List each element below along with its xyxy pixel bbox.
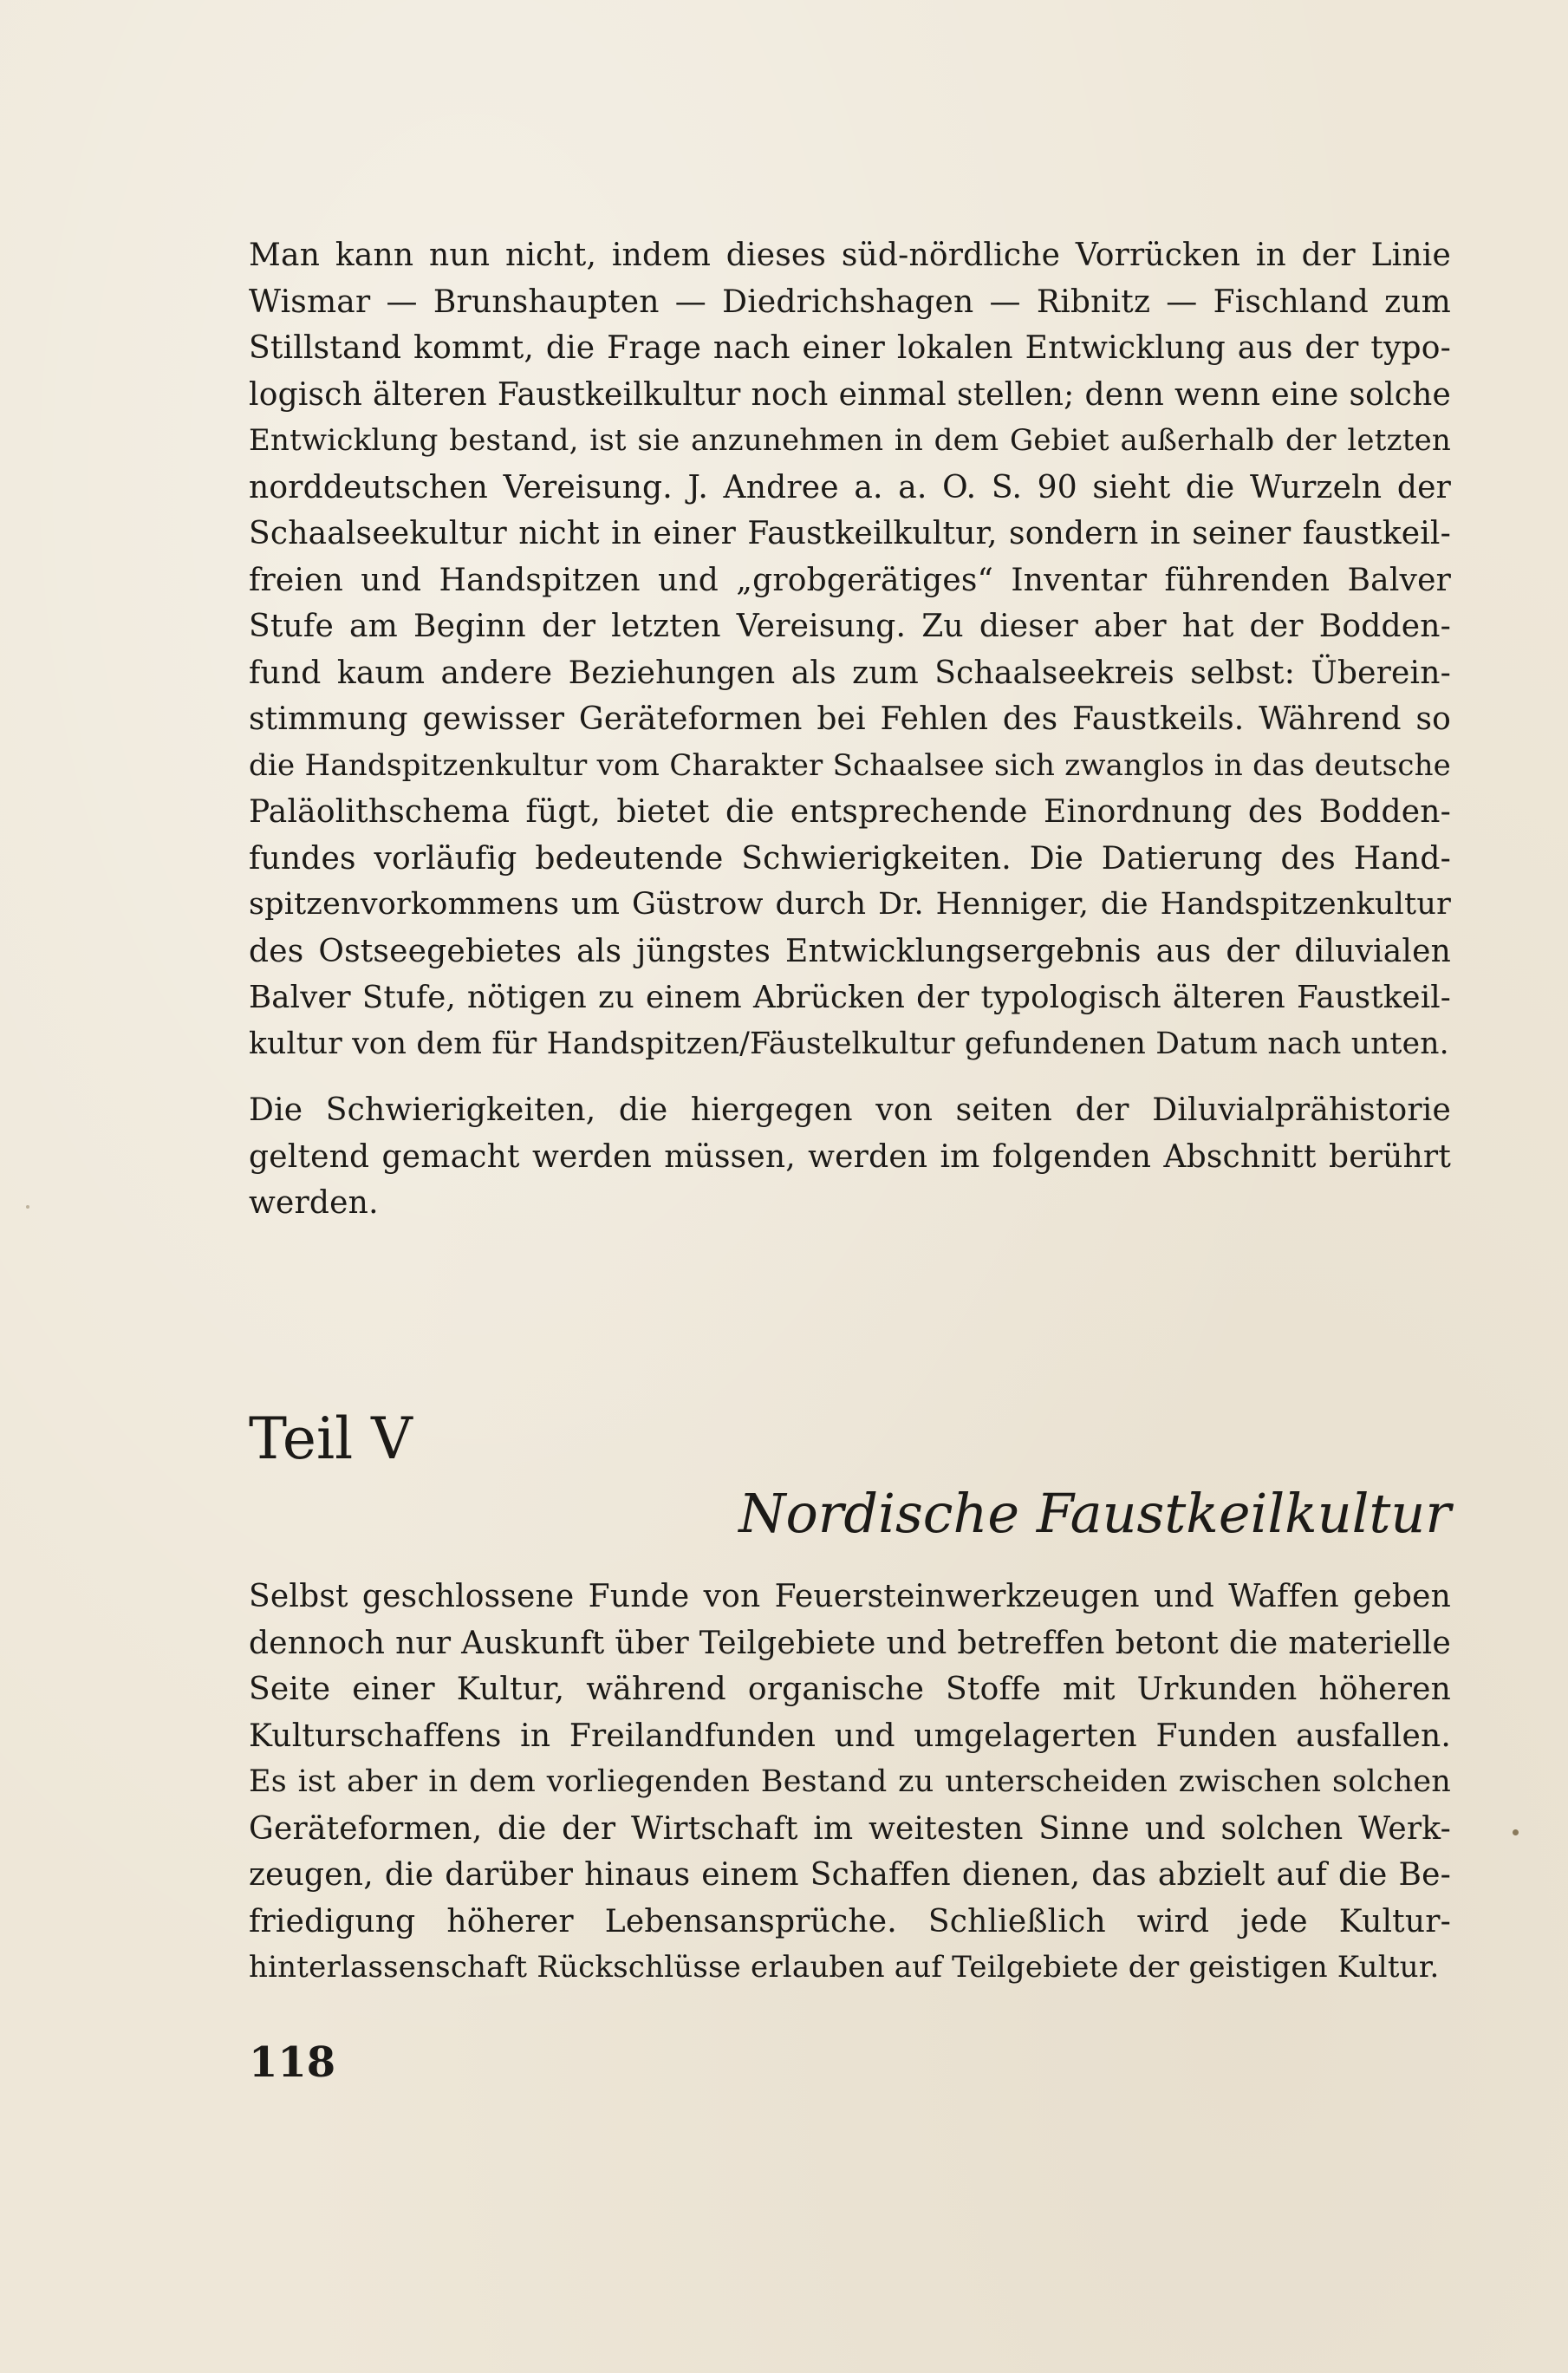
text-line: spitzenvorkommens um Güstrow durch Dr. Henniger, die Handspitzenkultur xyxy=(249,887,1451,922)
text-line: Stillstand kommt, die Frage nach einer lokalen Entwicklung aus der typo- xyxy=(249,330,1451,366)
paragraph-1 xyxy=(249,232,1451,1067)
text-line: Seite einer Kultur, während organische Stoffe mit Urkunden höheren xyxy=(249,1672,1451,1707)
text-line: fundes vorläufig bedeutende Schwierigkeiten. Die Datierung des Hand- xyxy=(249,840,1451,877)
text-line: Stufe am Beginn der letzten Vereisung. Zu dieser aber hat der Bodden- xyxy=(249,609,1451,644)
text-line: Es ist aber in dem vorliegenden Bestand zu unterscheiden zwischen solchen xyxy=(249,1764,1451,1799)
text-line: Entwicklung bestand, ist sie anzunehmen in dem Gebiet außerhalb der letzten xyxy=(249,423,1451,458)
section-title: Nordische Faustkeilkultur xyxy=(738,1482,1451,1545)
text-line: Wismar — Brunshaupten — Diedrichshagen — Ribnitz — Fischland zum xyxy=(249,284,1451,320)
text-line: fund kaum andere Beziehungen als zum Schaalseekreis selbst: Überein- xyxy=(249,655,1451,691)
text-line: werden. xyxy=(249,1185,379,1221)
text-line: geltend gemacht werden müssen, werden im folgenden Abschnitt berührt xyxy=(249,1138,1451,1175)
text-line: Geräteformen, die der Wirtschaft im weitesten Sinne und solchen Werk- xyxy=(249,1810,1451,1847)
text-line: Die Schwierigkeiten, die hiergegen von seiten der Diluvialprähistorie xyxy=(249,1092,1451,1128)
paragraph-3 xyxy=(249,1574,1451,1992)
text-line: norddeutschen Vereisung. J. Andree a. a. O. S. 90 sieht die Wurzeln der xyxy=(249,469,1451,505)
text-line: friedigung höherer Lebensansprüche. Schließlich wird jede Kultur- xyxy=(249,1903,1451,1939)
text-line: Selbst geschlossene Funde von Feuersteinwerkzeugen und Waffen geben xyxy=(249,1579,1451,1614)
text-line: Paläolithschema fügt, bietet die entsprechende Einordnung des Bodden- xyxy=(249,794,1451,830)
paper-speck xyxy=(1513,1829,1519,1835)
text-line: Balver Stufe, nötigen zu einem Abrücken der typologisch älteren Faustkeil- xyxy=(249,980,1451,1015)
paper-speck xyxy=(26,1205,29,1209)
text-line: Man kann nun nicht, indem dieses süd-nördliche Vorrücken in der Linie xyxy=(249,238,1451,273)
text-line: zeugen, die darüber hinaus einem Schaffen dienen, das abzielt auf die Be- xyxy=(249,1857,1451,1893)
text-line: dennoch nur Auskunft über Teilgebiete und betreffen betont die materielle xyxy=(249,1625,1451,1661)
paragraph-2 xyxy=(249,1087,1451,1227)
text-line: stimmung gewisser Geräteformen bei Fehlen des Faustkeils. Während so xyxy=(249,701,1451,737)
text-line: freien und Handspitzen und „grobgerätiges“ Inventar führenden Balver xyxy=(249,562,1451,598)
text-line: Schaalseekultur nicht in einer Faustkeilkultur, sondern in seiner faustkeil- xyxy=(249,516,1451,551)
text-line: hinterlassenschaft Rückschlüsse erlauben auf Teilgebiete der geistigen Kultur. xyxy=(249,1950,1440,1985)
text-line: logisch älteren Faustkeilkultur noch einmal stellen; denn wenn eine solche xyxy=(249,376,1451,413)
text-line: die Handspitzenkultur vom Charakter Schaalsee sich zwanglos in das deutsche xyxy=(249,747,1451,783)
text-line: des Ostseegebietes als jüngstes Entwicklungsergebnis aus der diluvialen xyxy=(249,933,1451,969)
text-line: Kulturschaffens in Freilandfunden und umgelagerten Funden ausfallen. xyxy=(249,1718,1451,1754)
text-line: kultur von dem für Handspitzen/Fäustelkultur gefundenen Datum nach unten. xyxy=(249,1026,1449,1061)
page-number: 118 xyxy=(249,2038,336,2087)
part-heading: Teil V xyxy=(249,1405,413,1472)
